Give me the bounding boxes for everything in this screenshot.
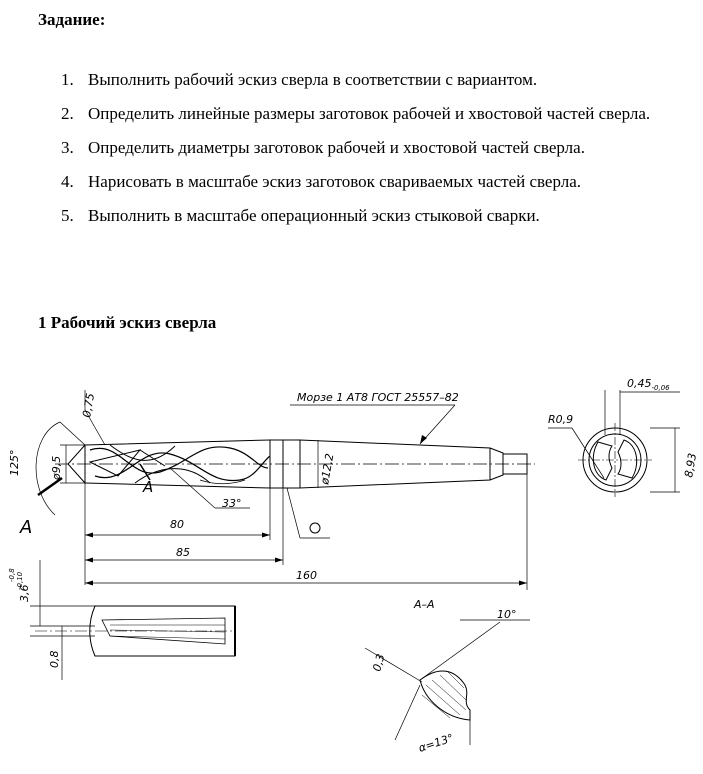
drill-body	[38, 440, 535, 495]
taper-label: Морзе 1 АТ8 ГОСТ 25557–82	[297, 391, 459, 404]
list-item-number: 2.	[61, 104, 74, 123]
section-mark: A	[20, 517, 33, 538]
list-item	[0, 165, 703, 199]
list-item	[0, 63, 703, 97]
weld-symbol	[310, 523, 320, 533]
list-item-number: 1.	[61, 70, 74, 89]
list-item-number: 3.	[61, 138, 74, 157]
list-item	[0, 131, 703, 165]
task-list	[0, 63, 703, 233]
dim-alpha: α=13°	[416, 731, 456, 755]
list-item-text: Выполнить в масштабе операционный эскиз стыковой сварки.	[88, 206, 540, 225]
dim-33deg: 33°	[222, 497, 242, 510]
end-view	[548, 390, 680, 497]
section-label: А–А	[414, 598, 435, 611]
dim-10deg: 10°	[497, 608, 517, 621]
list-item-text: Выполнить рабочий эскиз сверла в соответствии с вариантом.	[88, 70, 538, 89]
dim-36-tol: -0,8	[8, 568, 16, 582]
dim-85: 85	[176, 546, 190, 559]
dim-d122: ø12,2	[318, 452, 337, 486]
list-item	[0, 97, 703, 131]
dim-80: 80	[170, 518, 184, 531]
dim-893: 8,93	[682, 452, 700, 479]
list-item-number: 4.	[61, 172, 74, 191]
dim-r09: R0,9	[548, 413, 574, 426]
task-heading: Задание:	[38, 10, 106, 29]
list-item-number: 5.	[61, 206, 74, 225]
dim-160: 160	[296, 569, 317, 582]
dim-d95: ø9,5	[50, 455, 63, 480]
list-item-text: Определить линейные размеры заготовок рабочей и хвостовой частей сверла.	[88, 104, 651, 123]
list-item-text: Определить диаметры заготовок рабочей и хвостовой частей сверла.	[88, 138, 585, 157]
drawing-labels	[8, 377, 699, 755]
list-item	[0, 199, 703, 233]
list-item-text: Нарисовать в масштабе эскиз заготовок свариваемых частей сверла.	[88, 172, 582, 191]
section-aa	[365, 620, 530, 745]
dim-08: 0,8	[48, 650, 61, 668]
dim-075: 0,75	[80, 392, 98, 419]
dim-03: 0,3	[370, 652, 388, 673]
dim-36-tol2: -0,10	[16, 571, 24, 590]
dim-36: 3,6	[18, 584, 31, 602]
dim-045: $0,45_{-0,06}$	[627, 377, 670, 392]
dim-125deg: 125°	[8, 449, 21, 476]
drill-sketch	[0, 350, 703, 774]
section-mark-small: A	[143, 478, 154, 496]
section-title: 1 Рабочий эскиз сверла	[38, 313, 217, 332]
